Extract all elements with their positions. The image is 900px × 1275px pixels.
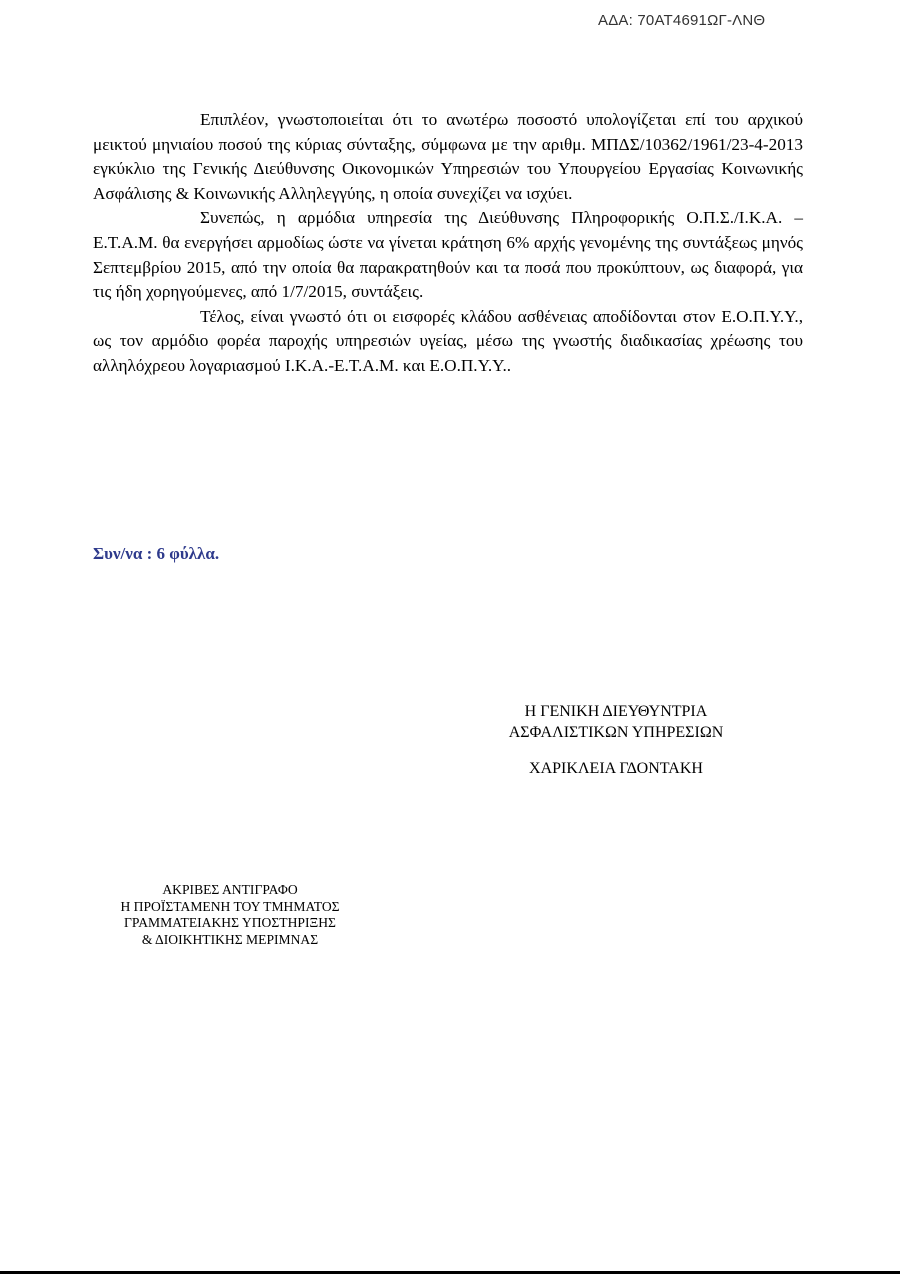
certified-copy-line-3: ΓΡΑΜΜΑΤΕΙΑΚΗΣ ΥΠΟΣΤΗΡΙΞΗΣ bbox=[124, 915, 336, 930]
paragraph-eopyy-contributions: Τέλος, είναι γνωστό ότι οι εισφορές κλάδου ασθένειας αποδίδονται στον Ε.Ο.Π.Υ.Υ., ως τον αρμόδιο φορέα παροχής υπηρεσιών υγείας, μέσω της γνωστής διαδικασίας χρέωσης του αλληλόχρεου λογαριασμού Ι.Κ.Α.-Ε.Τ.Α.Μ. και Ε.Ο.Π.Υ.Υ.. bbox=[93, 306, 803, 375]
certified-copy-line-2: Η ΠΡΟΪΣΤΑΜΕΝΗ ΤΟΥ ΤΜΗΜΑΤΟΣ bbox=[120, 898, 340, 914]
signature-block bbox=[466, 701, 766, 779]
page-bottom-rule bbox=[0, 1271, 900, 1274]
attachments-note: Συν/να : 6 φύλλα. bbox=[93, 544, 220, 563]
certified-copy-heading: ΑΚΡΙΒΕΣ ΑΝΤΙΓΡΑΦΟ bbox=[162, 882, 298, 897]
signatory-name: ΧΑΡΙΚΛΕΙΑ ΓΔΟΝΤΑΚΗ bbox=[529, 760, 703, 777]
paragraph-calculation-basis: Επιπλέον, γνωστοποιείται ότι το ανωτέρω ποσοστό υπολογίζεται επί του αρχικού μεικτού μηνιαίου ποσού της κύριας σύνταξης, σύμφωνα με την αριθμ. ΜΠΔΣ/10362/1961/23-4-2013 εγκύκλιο της Γενικής Διεύθυνσης Οικονομικών Υπηρεσιών του Υπουργείου Εργασίας Κοινωνικής Ασφάλισης & Κοινωνικής Αλληλεγγύης, η οποία συνεχίζει να ισχύει. bbox=[93, 110, 803, 203]
signatory-title-line-1: Η ΓΕΝΙΚΗ ΔΙΕΥΘΥΝΤΡΙΑ bbox=[524, 703, 708, 720]
document-body bbox=[93, 108, 803, 379]
ada-identifier: ΑΔΑ: 70ΑΤ4691ΩΓ-ΛΝΘ bbox=[598, 12, 766, 29]
paragraph-withholding: Συνεπώς, η αρμόδια υπηρεσία της Διεύθυνσης Πληροφορικής Ο.Π.Σ./Ι.Κ.Α. – Ε.Τ.Α.Μ. θα ενεργήσει αρμοδίως ώστε να γίνεται κράτηση 6% αρχής γενομένης της συντάξεως μηνός Σεπτεμβρίου 2015, από την οποία θα παρακρατηθούν και τα ποσά που προκύπτουν, ως διαφορά, για τις ήδη χορηγούμενες, από 1/7/2015, συντάξεις. bbox=[93, 208, 803, 302]
signatory-title-line-2: ΑΣΦΑΛΙΣΤΙΚΩΝ ΥΠΗΡΕΣΙΩΝ bbox=[508, 724, 724, 741]
certified-copy-line-4: & ΔΙΟΙΚΗΤΙΚΗΣ ΜΕΡΙΜΝΑΣ bbox=[141, 931, 319, 947]
certified-copy-block bbox=[80, 882, 380, 948]
